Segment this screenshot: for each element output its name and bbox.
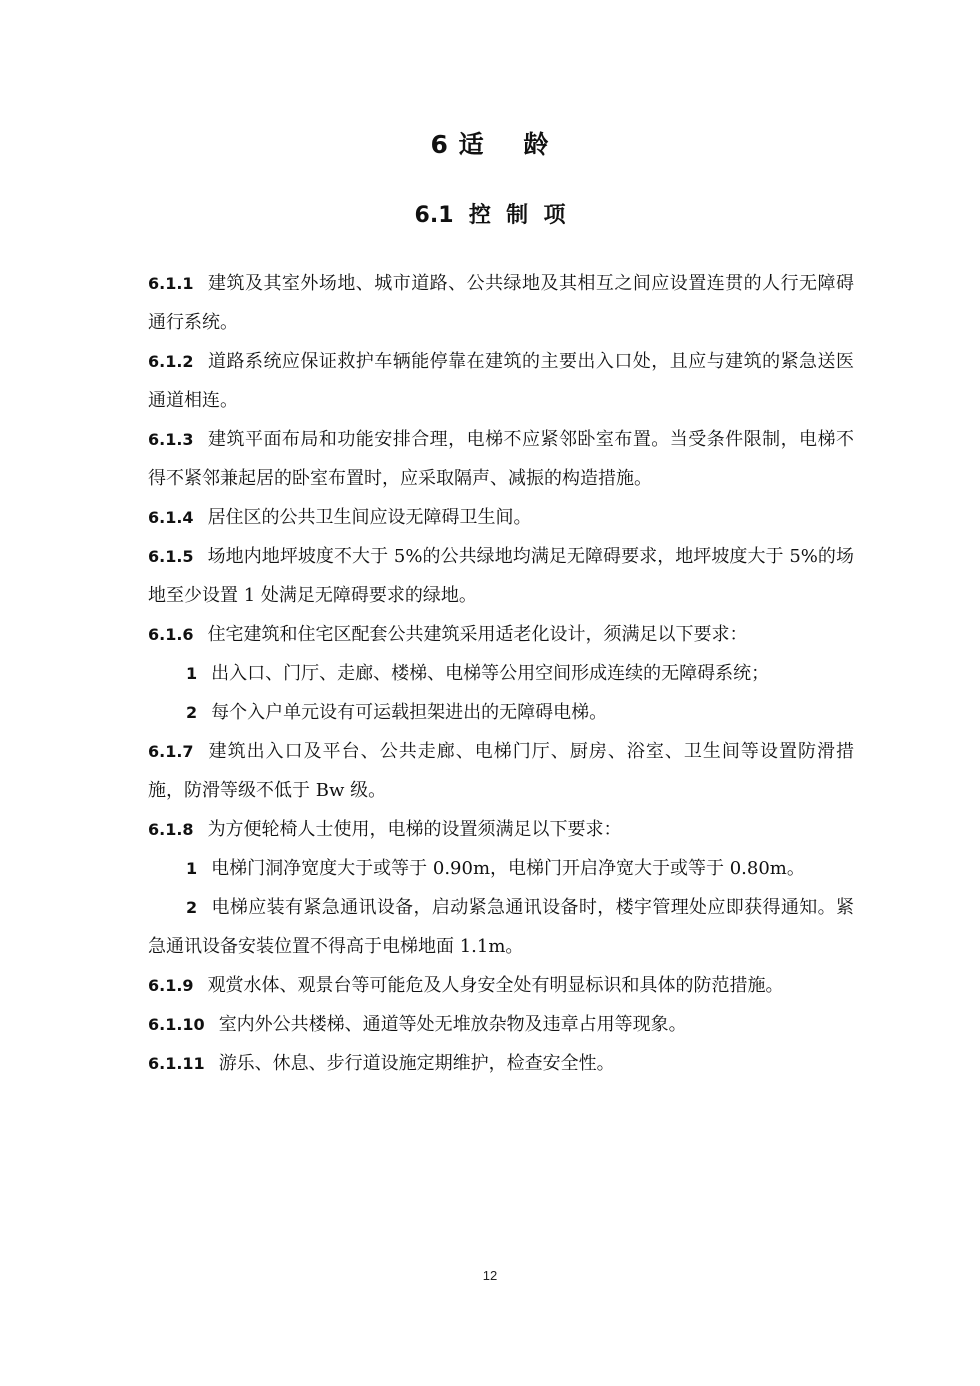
- item-number: 1: [186, 859, 198, 878]
- clause-number: 6.1.3: [148, 430, 194, 449]
- clause-6-1-11: [148, 1044, 854, 1083]
- clause-text: 场地内地坪坡度不大于 5%的公共绿地均满足无障碍要求，地坪坡度大于 5%的场地至少设置 1 处满足无障碍要求的绿地。: [148, 546, 854, 606]
- clause-list: [148, 264, 854, 1083]
- clause-6-1-6: [148, 615, 854, 654]
- item-number: 2: [186, 703, 198, 722]
- clause-text: 建筑出入口及平台、公共走廊、电梯门厅、厨房、浴室、卫生间等设置防滑措施，防滑等级不低于 Bw 级。: [148, 741, 854, 801]
- clause-6-1-1: [148, 264, 854, 342]
- clause-6-1-5: [148, 537, 854, 615]
- item-text: 电梯门洞净宽度大于或等于 0.90m，电梯门开启净宽大于或等于 0.80m。: [211, 858, 805, 879]
- clause-6-1-7: [148, 732, 854, 810]
- clause-number: 6.1.8: [148, 820, 194, 839]
- clause-6-1-8: [148, 810, 854, 849]
- clause-6-1-6-item-2: [148, 693, 854, 732]
- clause-number: 6.1.1: [148, 274, 194, 293]
- clause-number: 6.1.4: [148, 508, 194, 527]
- clause-number: 6.1.7: [148, 742, 194, 761]
- clause-6-1-10: [148, 1005, 854, 1044]
- clause-6-1-6-item-1: [148, 654, 854, 693]
- clause-text: 道路系统应保证救护车辆能停靠在建筑的主要出入口处，且应与建筑的紧急送医通道相连。: [148, 351, 854, 411]
- clause-number: 6.1.10: [148, 1015, 205, 1034]
- clause-6-1-3: [148, 420, 854, 498]
- item-text: 出入口、门厅、走廊、楼梯、电梯等公用空间形成连续的无障碍系统；: [211, 663, 770, 684]
- clause-6-1-9: [148, 966, 854, 1005]
- item-number: 2: [186, 898, 198, 917]
- clause-number: 6.1.2: [148, 352, 194, 371]
- clause-text: 建筑及其室外场地、城市道路、公共绿地及其相互之间应设置连贯的人行无障碍通行系统。: [148, 273, 854, 333]
- clause-6-1-2: [148, 342, 854, 420]
- page-number: 12: [482, 1268, 498, 1283]
- clause-number: 6.1.11: [148, 1054, 205, 1073]
- item-text: 电梯应装有紧急通讯设备，启动紧急通讯设备时，楼宇管理处应即获得通知。紧急通讯设备安装位置不得高于电梯地面 1.1m。: [148, 897, 854, 957]
- clause-number: 6.1.5: [148, 547, 194, 566]
- clause-text: 住宅建筑和住宅区配套公共建筑采用适老化设计，须满足以下要求：: [207, 624, 748, 645]
- clause-text: 为方便轮椅人士使用，电梯的设置须满足以下要求：: [207, 819, 622, 840]
- clause-6-1-8-item-2: [148, 888, 854, 966]
- clause-6-1-8-item-1: [148, 849, 854, 888]
- clause-text: 游乐、休息、步行道设施定期维护，检查安全性。: [218, 1053, 615, 1074]
- clause-text: 建筑平面布局和功能安排合理，电梯不应紧邻卧室布置。当受条件限制，电梯不得不紧邻兼起居的卧室布置时，应采取隔声、减振的构造措施。: [148, 429, 854, 489]
- item-text: 每个入户单元设有可运载担架进出的无障碍电梯。: [211, 702, 608, 723]
- clause-6-1-4: [148, 498, 854, 537]
- clause-text: 观赏水体、观景台等可能危及人身安全处有明显标识和具体的防范措施。: [207, 975, 784, 996]
- chapter-title: 6 适 龄: [430, 130, 550, 159]
- clause-text: 室内外公共楼梯、通道等处无堆放杂物及违章占用等现象。: [218, 1014, 687, 1035]
- section-title: 6.1 控 制 项: [414, 203, 566, 228]
- clause-number: 6.1.6: [148, 625, 194, 644]
- clause-text: 居住区的公共卫生间应设无障碍卫生间。: [207, 507, 532, 528]
- item-number: 1: [186, 664, 198, 683]
- clause-number: 6.1.9: [148, 976, 194, 995]
